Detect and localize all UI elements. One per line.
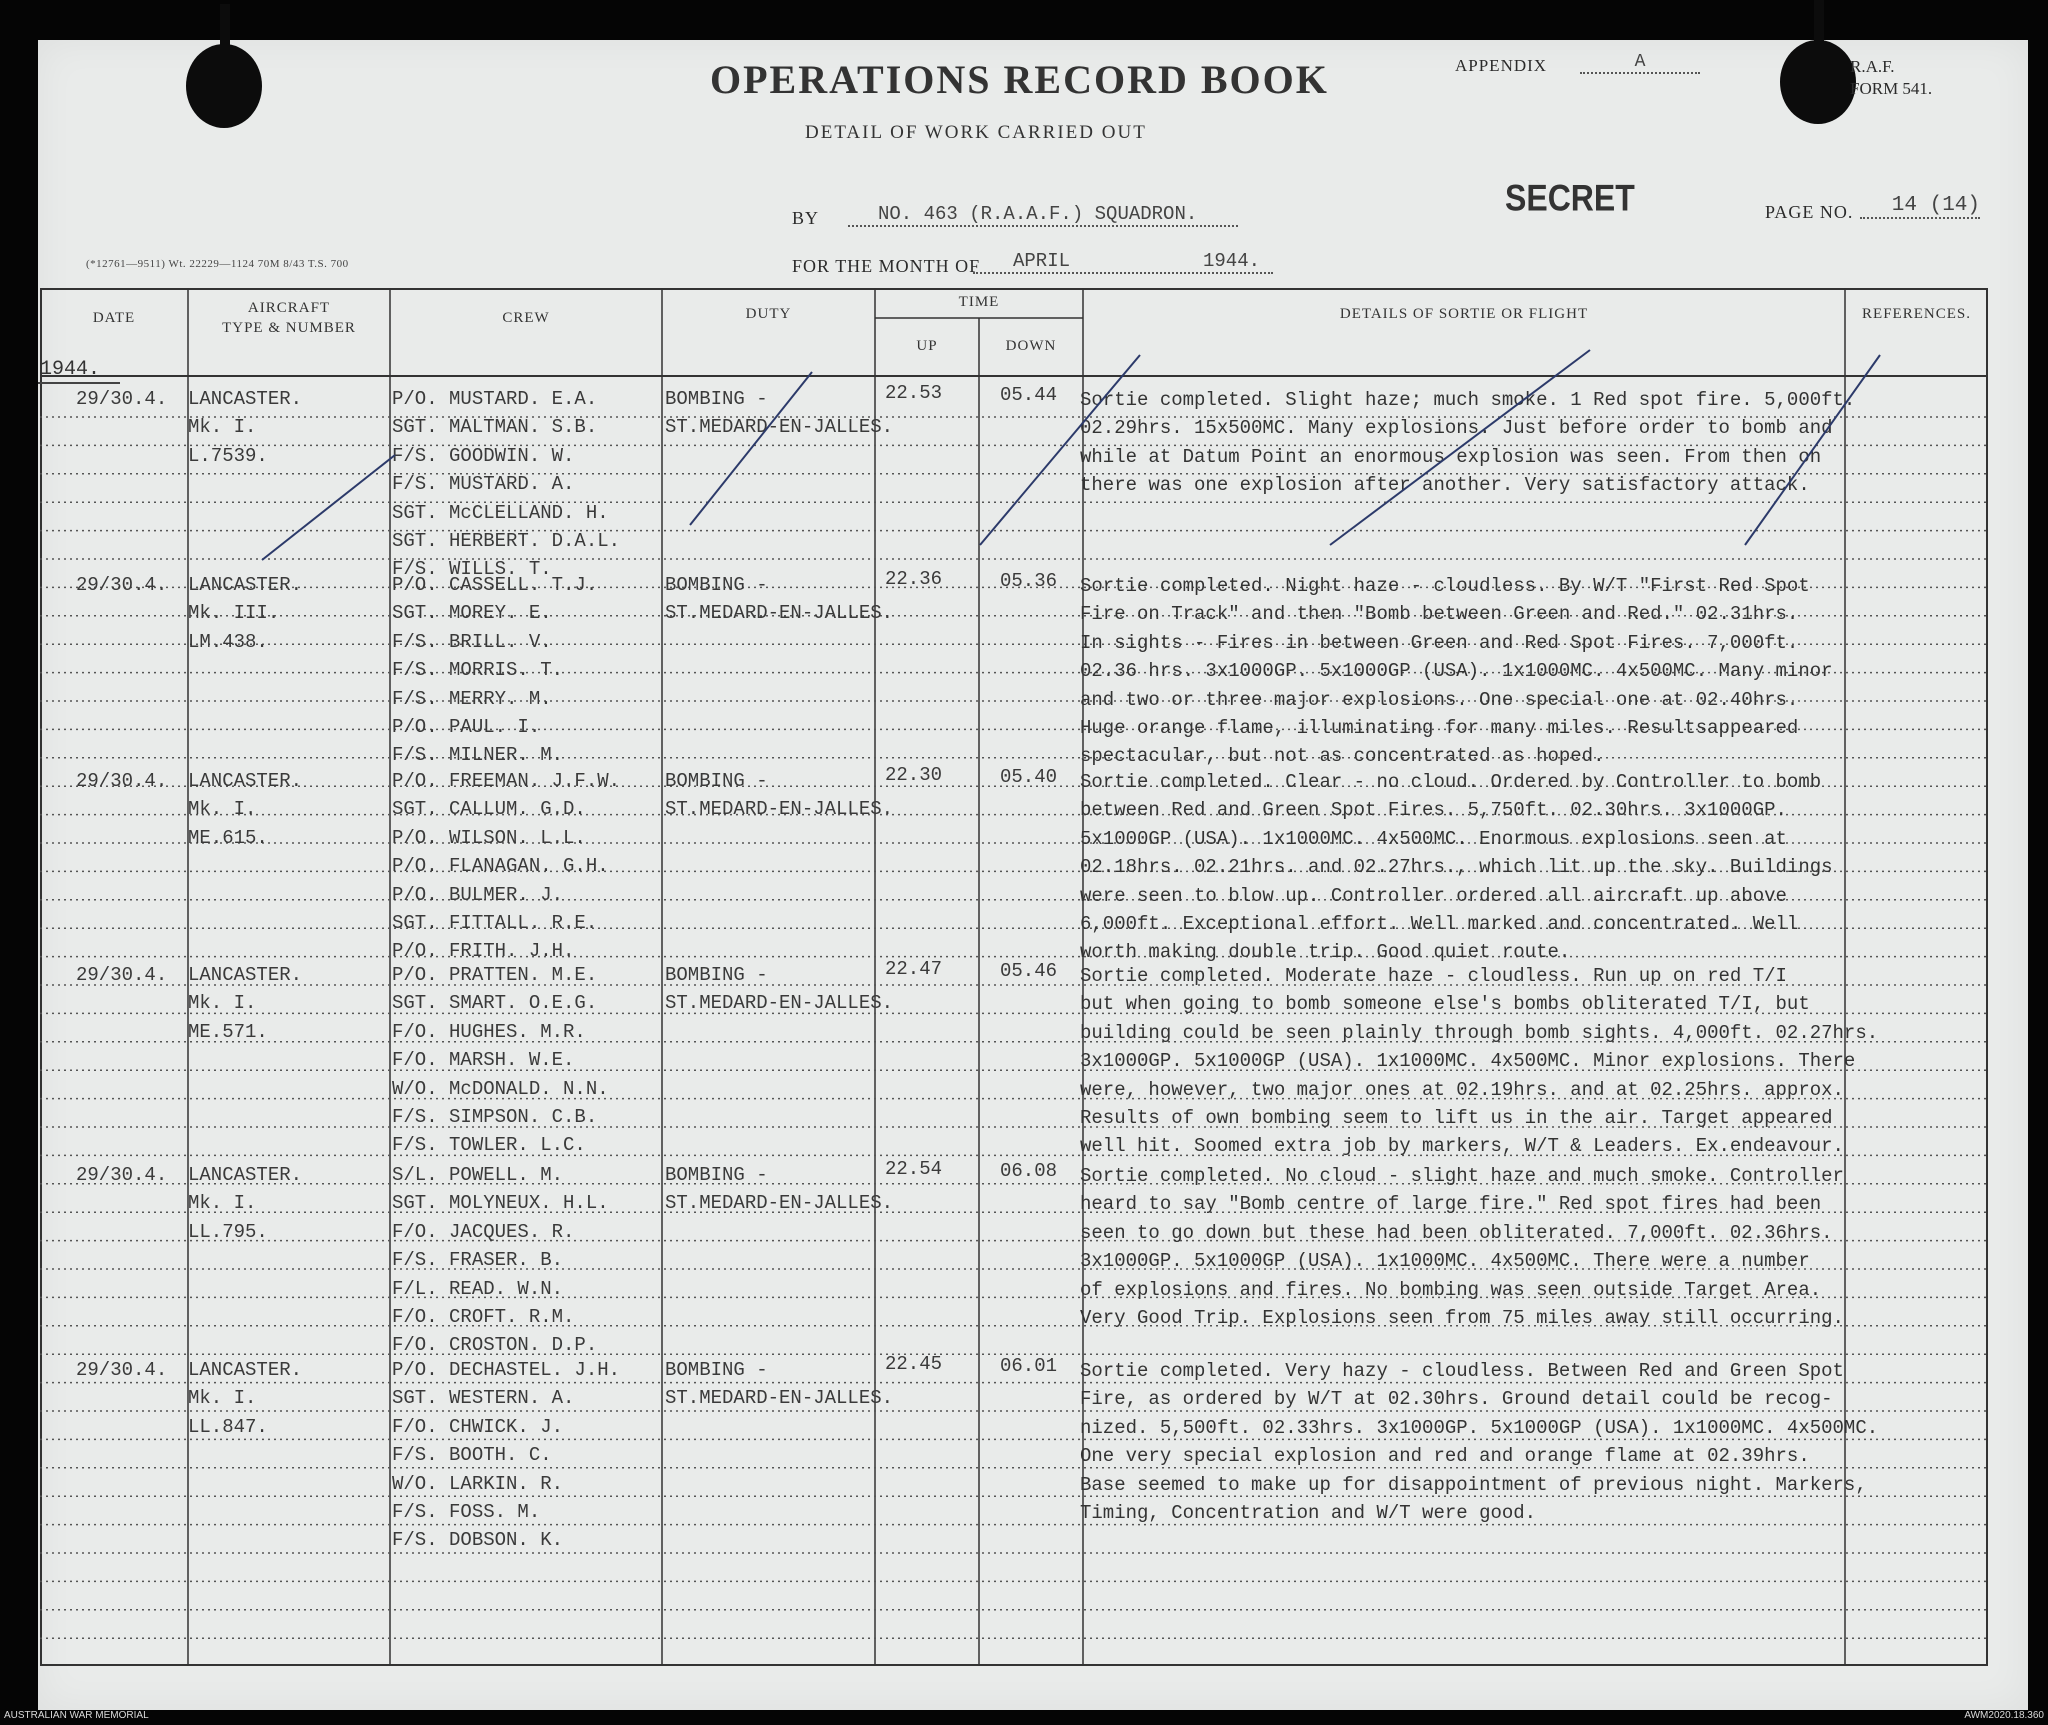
entry-detail-line: while at Datum Point an enormous explosion was seen. From then on [1080, 445, 1822, 468]
entry-aircraft: Mk. I. [188, 798, 257, 821]
entry-time-down: 05.36 [1000, 570, 1058, 592]
entry-time-up: 22.54 [885, 1158, 943, 1180]
entry-crew-member: P/O. FREEMAN. J.F.W. [392, 770, 621, 792]
entry-detail-line: spectacular, but not as concentrated as hoped. [1080, 745, 1605, 768]
entry-crew-member: F/O. MARSH. W.E. [392, 1049, 575, 1072]
entry-date: 29/30.4. [76, 1164, 168, 1186]
entry-crew-member: P/O. BULMER. J. [392, 883, 564, 906]
entry-detail-line: Huge orange flame, illuminating for many miles. Resultsappeared [1080, 717, 1799, 739]
entry-aircraft: ME.571. [188, 1020, 268, 1043]
entry-crew-member: P/O. FLANAGAN. G.H. [392, 855, 609, 878]
entry-aircraft: LANCASTER. [188, 574, 303, 596]
col-details: DETAILS OF SORTIE OR FLIGHT [1339, 306, 1589, 322]
col-duty: DUTY [745, 306, 792, 322]
entry-duty: ST.MEDARD-EN-JALLES. [665, 1192, 894, 1215]
entry-duty: ST.MEDARD-EN-JALLES. [665, 992, 894, 1015]
entry-detail-line: Timing, Concentration and W/T were good. [1080, 1502, 1537, 1524]
entry-crew-member: F/S. MORRIS. T. [392, 659, 564, 682]
entry-crew-member: SGT. MOLYNEUX. H.L. [392, 1192, 609, 1215]
entry-detail-line: worth making double trip. Good quiet route. [1080, 941, 1571, 964]
entry-detail-line: but when going to bomb someone else's bombs obliterated T/I, but [1080, 993, 1810, 1016]
year-value: 1944. [1203, 250, 1261, 272]
entry-aircraft: Mk. I. [188, 1192, 257, 1215]
entry-detail-line: 3x1000GP. 5x1000GP (USA). 1x1000MC. 4x500MC. Minor explosions. There [1080, 1050, 1856, 1073]
entry-duty: BOMBING - [665, 770, 768, 792]
entry-aircraft: LANCASTER. [188, 1164, 303, 1186]
entry-crew-member: F/O. JACQUES. R. [392, 1220, 575, 1243]
entry-detail-line: 3x1000GP. 5x1000GP (USA). 1x1000MC. 4x500MC. There were a number [1080, 1250, 1810, 1273]
footer-right: AWM2020.18.360 [1964, 1710, 2044, 1721]
entry-detail-line: One very special explosion and red and orange flame at 02.39hrs. [1080, 1445, 1810, 1468]
entry-aircraft: LL.795. [188, 1220, 268, 1243]
entry-aircraft: LANCASTER. [188, 964, 303, 986]
entry-detail-line: Results of own bombing seem to lift us in the air. Target appeared [1080, 1107, 1833, 1129]
entry-detail-line: Base seemed to make up for disappointment of previous night. Markers, [1080, 1473, 1867, 1496]
entry-aircraft: LANCASTER. [188, 1359, 303, 1381]
entry-crew-member: F/S. BRILL. V. [392, 630, 552, 653]
by-label: BY [792, 208, 820, 228]
entry-crew-member: F/S. TOWLER. L.C. [392, 1134, 586, 1157]
entry-duty: BOMBING - [665, 1359, 768, 1381]
entry-crew-member: F/O. HUGHES. M.R. [392, 1020, 586, 1043]
entry-crew-member: F/L. READ. W.N. [392, 1277, 564, 1300]
entry-crew-member: F/O. CHWICK. J. [392, 1415, 564, 1438]
entry-time-up: 22.53 [885, 382, 943, 404]
entry-crew-member: F/O. CROSTON. D.P. [392, 1334, 598, 1357]
entry-crew-member: F/S. MUSTARD. A. [392, 473, 575, 496]
col-down: DOWN [1005, 338, 1057, 354]
entry-crew-member: P/O. MUSTARD. E.A. [392, 388, 598, 410]
entry-date: 29/30.4. [76, 574, 168, 596]
entry-aircraft: LANCASTER. [188, 388, 303, 410]
entry-detail-line: Sortie completed. Clear - no cloud. Ordered by Controller to bomb [1080, 771, 1822, 793]
secret-stamp: SECRET [1505, 177, 1635, 219]
entry-date: 29/30.4. [76, 388, 168, 410]
entry-detail-line: Sortie completed. Slight haze; much smoke. 1 Red spot fire. 5,000ft. [1080, 389, 1856, 411]
entry-detail-line: building could be seen plainly through bomb sights. 4,000ft. 02.27hrs. [1080, 1021, 1879, 1044]
entry-time-up: 22.30 [885, 764, 943, 786]
page-number-value: 14 (14) [1860, 194, 1980, 219]
entry-detail-line: Sortie completed. Very hazy - cloudless. Between Red and Green Spot [1080, 1360, 1844, 1382]
entry-detail-line: Very Good Trip. Explosions seen from 75 miles away still occurring. [1080, 1307, 1844, 1329]
entry-crew-member: SGT. WESTERN. A. [392, 1387, 575, 1410]
entry-crew-member: SGT. McCLELLAND. H. [392, 501, 609, 524]
col-time: TIME [958, 294, 1000, 310]
entry-crew-member: SGT. HERBERT. D.A.L. [392, 530, 621, 552]
year-underline [38, 382, 120, 384]
entry-crew-member: F/S. GOODWIN. W. [392, 444, 575, 467]
entry-duty: ST.MEDARD-EN-JALLES. [665, 798, 894, 821]
entry-duty: ST.MEDARD-EN-JALLES. [665, 1387, 894, 1410]
entry-detail-line: 5x1000GP (USA). 1x1000MC. 4x500MC. Enormous explosions seen at [1080, 827, 1787, 850]
entry-aircraft: L.7539. [188, 444, 268, 467]
entry-date: 29/30.4. [76, 964, 168, 986]
entry-detail-line: In sights - Fires in between Green and Red Spot Fires. 7,000ft. [1080, 631, 1799, 654]
col-date: DATE [92, 310, 136, 326]
entry-duty: BOMBING - [665, 964, 768, 986]
page-subtitle: DETAIL OF WORK CARRIED OUT [805, 122, 1147, 143]
col-crew: CREW [502, 310, 550, 326]
entry-detail-line: between Red and Green Spot Fires. 5,750ft. 02.30hrs. 3x1000GP. [1080, 799, 1787, 822]
entry-date: 29/30.4. [76, 1359, 168, 1381]
entry-crew-member: P/O. PAUL. I. [392, 716, 541, 738]
entry-duty: BOMBING - [665, 388, 768, 410]
entry-crew-member: P/O. PRATTEN. M.E. [392, 964, 598, 986]
entry-time-down: 06.08 [1000, 1160, 1058, 1182]
entry-crew-member: W/O. LARKIN. R. [392, 1472, 564, 1495]
entry-aircraft: Mk. III. [188, 602, 280, 625]
entry-crew-member: F/S. FRASER. B. [392, 1249, 564, 1272]
entry-aircraft: Mk. I. [188, 416, 257, 439]
month-label: FOR THE MONTH OF [792, 256, 981, 276]
entry-crew-member: F/S. DOBSON. K. [392, 1529, 564, 1552]
entry-detail-line: 02.36 hrs. 3x1000GP. 5x1000GP (USA). 1x1000MC. 4x500MC. Many minor [1080, 660, 1833, 683]
entry-detail-line: heard to say "Bomb centre of large fire." Red spot fires had been [1080, 1193, 1822, 1216]
entry-detail-line: Sortie completed. No cloud - slight haze and much smoke. Controller [1080, 1165, 1844, 1187]
entry-crew-member: F/S. WILLS. T. [392, 558, 552, 581]
entry-detail-line: 02.29hrs. 15x500MC. Many explosions. Just before order to bomb and [1080, 417, 1833, 440]
entry-detail-line: and two or three major explosions. One special one at 02.40hrs. [1080, 688, 1799, 711]
entry-detail-line: 02.18hrs. 02.21hrs. and 02.27hrs., which lit up the sky. Buildings [1080, 856, 1833, 879]
entry-detail-line: Fire on Track" and then "Bomb between Green and Red." 02.31hrs. [1080, 603, 1799, 626]
entry-detail-line: there was one explosion after another. Very satisfactory attack. [1080, 474, 1810, 497]
month-field [973, 250, 1273, 274]
entry-detail-line: seen to go down but these had been obliterated. 7,000ft. 02.36hrs. [1080, 1221, 1833, 1244]
entry-duty: BOMBING - [665, 1164, 768, 1186]
entry-crew-member: P/O. DECHASTEL. J.H. [392, 1359, 621, 1381]
col-up: UP [916, 338, 938, 354]
entry-time-up: 22.45 [885, 1353, 943, 1375]
entry-crew-member: P/O. CASSELL. T.J. [392, 574, 598, 596]
entry-crew-member: SGT. MALTMAN. S.B. [392, 416, 598, 439]
entry-detail-line: were seen to blow up. Controller ordered all aircraft up above [1080, 884, 1787, 907]
entry-time-up: 22.47 [885, 958, 943, 980]
raf-form-line1: R.A.F. [1850, 57, 1895, 76]
entry-detail-line: Sortie completed. Night haze - cloudless. By W/T "First Red Spot [1080, 575, 1810, 597]
entry-detail-line: Sortie completed. Moderate haze - cloudless. Run up on red T/I [1080, 965, 1787, 987]
entry-aircraft: Mk. I. [188, 1387, 257, 1410]
col-aircraft-line2: TYPE & NUMBER [222, 320, 356, 336]
entry-aircraft: LM.438. [188, 630, 268, 653]
entry-time-down: 05.44 [1000, 384, 1058, 406]
entry-detail-line: Fire, as ordered by W/T at 02.30hrs. Ground detail could be recog- [1080, 1388, 1833, 1411]
entry-time-down: 05.46 [1000, 960, 1058, 982]
entry-duty: ST.MEDARD-EN-JALLES. [665, 602, 894, 625]
entry-detail-line: of explosions and fires. No bombing was seen outside Target Area. [1080, 1278, 1822, 1301]
entry-crew-member: F/S. MILNER. M. [392, 744, 564, 767]
appendix-value: A [1580, 52, 1700, 74]
entry-crew-member: F/O. CROFT. R.M. [392, 1306, 575, 1328]
entry-crew-member: W/O. McDONALD. N.N. [392, 1077, 609, 1100]
entry-time-down: 05.40 [1000, 766, 1058, 788]
entry-date: 29/30.4. [76, 770, 168, 792]
entry-crew-member: SGT. FITTALL. R.E. [392, 912, 598, 934]
col-references: REFERENCES. [1862, 306, 1971, 322]
entry-aircraft: Mk. I. [188, 992, 257, 1015]
entry-detail-line: well hit. Soomed extra job by markers, W/T & Leaders. Ex.endeavour. [1080, 1135, 1844, 1158]
entry-duty: ST.MEDARD-EN-JALLES. [665, 416, 894, 439]
footer-left: AUSTRALIAN WAR MEMORIAL [4, 1710, 149, 1721]
col-aircraft-line1: AIRCRAFT [247, 300, 331, 316]
squadron-value: NO. 463 (R.A.A.F.) SQUADRON. [848, 203, 1238, 227]
entry-aircraft: ME.615. [188, 826, 268, 849]
entry-detail-line: were, however, two major ones at 02.19hrs. and at 02.25hrs. approx. [1080, 1078, 1844, 1101]
entry-crew-member: SGT. SMART. O.E.G. [392, 992, 598, 1015]
page-number-label: PAGE NO. [1765, 202, 1854, 222]
entry-time-up: 22.36 [885, 568, 943, 590]
entry-time-down: 06.01 [1000, 1355, 1058, 1377]
col-aircraft [188, 298, 390, 338]
entry-crew-member: P/O. FRITH. J.H. [392, 940, 575, 963]
entry-duty: BOMBING - [665, 574, 768, 596]
raf-form-line2: FORM 541. [1850, 79, 1933, 98]
entry-detail-line: nized. 5,500ft. 02.33hrs. 3x1000GP. 5x1000GP (USA). 1x1000MC. 4x500MC. [1080, 1416, 1879, 1439]
entry-crew-member: F/S. FOSS. M. [392, 1501, 541, 1523]
entry-aircraft: LL.847. [188, 1415, 268, 1438]
entry-crew-member: S/L. POWELL. M. [392, 1164, 564, 1186]
binder-hole-left [186, 44, 262, 128]
entry-crew-member: F/S. BOOTH. C. [392, 1444, 552, 1467]
entry-detail-line: 6,000ft. Exceptional effort. Well marked and concentrated. Well [1080, 913, 1799, 935]
entry-crew-member: SGT. CALLUM. G.D. [392, 798, 586, 821]
entry-crew-member: SGT. MOREY. E. [392, 602, 552, 625]
entry-crew-member: F/S. MERRY. M. [392, 687, 552, 710]
month-value: APRIL [1013, 250, 1071, 272]
entry-crew-member: F/S. SIMPSON. C.B. [392, 1106, 598, 1128]
year-entry: 1944. [40, 358, 101, 381]
raf-form [1850, 56, 1932, 100]
appendix-label: APPENDIX [1455, 56, 1548, 75]
page-title: OPERATIONS RECORD BOOK [710, 57, 1329, 102]
entry-aircraft: LANCASTER. [188, 770, 303, 792]
print-code: (*12761—9511) Wt. 22229—1124 70M 8/43 T.S. 700 [86, 258, 349, 270]
binder-hole-right [1780, 40, 1856, 124]
entry-crew-member: P/O. WILSON. L.L. [392, 826, 586, 849]
